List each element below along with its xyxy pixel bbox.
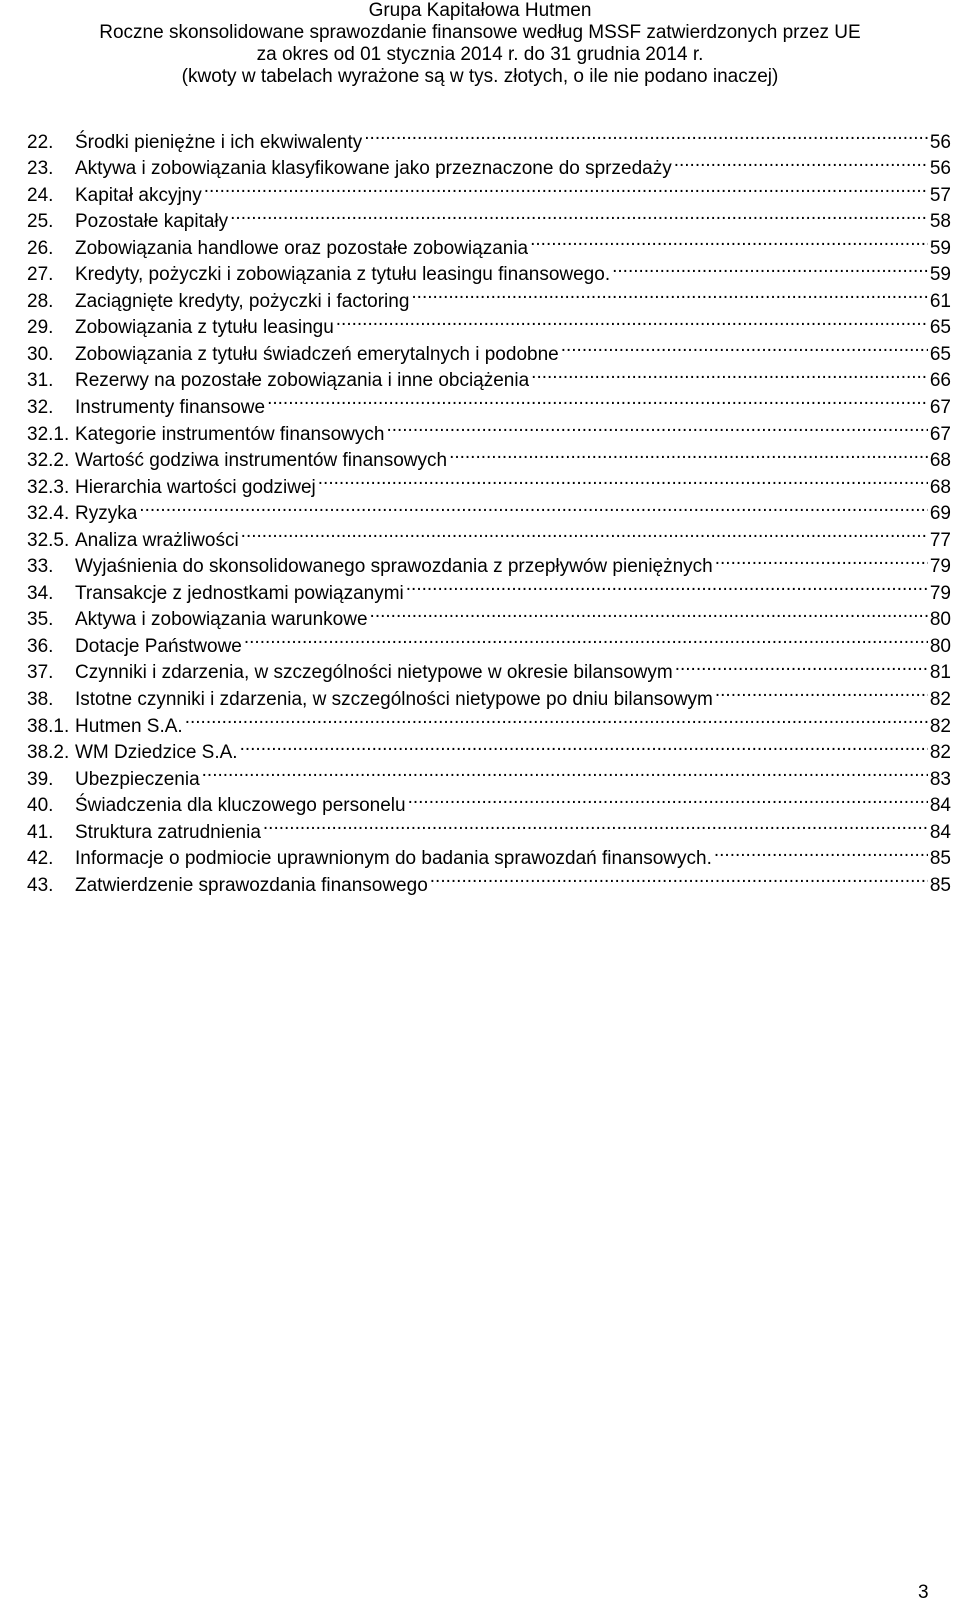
toc-entry-page: 82 — [929, 689, 951, 711]
toc-dot-leader — [386, 413, 927, 440]
toc-entry-number: 42. — [27, 848, 54, 870]
toc-entry-title: Kredyty, pożyczki i zobowiązania z tytułu leasingu finansowego. — [75, 264, 611, 286]
toc-dot-leader — [675, 652, 928, 679]
toc-entry-number: 26. — [27, 237, 54, 259]
toc-dot-leader — [561, 333, 928, 360]
toc-dot-leader — [364, 121, 928, 148]
toc-entry-number: 41. — [27, 821, 54, 843]
toc-dot-leader — [185, 705, 928, 732]
toc-entry-page: 84 — [929, 821, 951, 843]
toc-entry-title: Istotne czynniki i zdarzenia, w szczególności nietypowe po dniu bilansowym — [75, 689, 713, 711]
toc-entry-title: Hutmen S.A. — [75, 715, 183, 737]
toc-dot-leader — [370, 599, 928, 626]
toc-entry-title: Zobowiązania handlowe oraz pozostałe zobowiązania — [75, 237, 529, 259]
toc-dot-leader — [411, 280, 927, 307]
toc-entry-title: Struktura zatrudnienia — [75, 821, 261, 843]
toc-dot-leader — [530, 227, 928, 254]
toc-entry-title: Analiza wrażliwości — [75, 529, 239, 551]
toc-dot-leader — [715, 546, 928, 573]
toc-entry-title: Zatwierdzenie sprawozdania finansowego — [75, 874, 428, 896]
toc-entry-page: 59 — [929, 237, 951, 259]
toc-entry-title: Hierarchia wartości godziwej — [75, 476, 316, 498]
toc-dot-leader — [714, 838, 928, 865]
toc-entry-page: 68 — [929, 450, 951, 472]
toc-entry-number: 32.3. — [27, 476, 70, 498]
toc-entry[interactable] — [27, 121, 951, 153]
toc-entry-number: 25. — [27, 211, 54, 233]
toc-entry[interactable] — [27, 519, 951, 551]
toc-entry-page: 66 — [929, 370, 951, 392]
toc-dot-leader — [408, 785, 928, 812]
toc-entry-title: Wyjaśnienia do skonsolidowanego sprawozdania z przepływów pieniężnych — [75, 556, 713, 578]
toc-entry-page: 81 — [929, 662, 951, 684]
toc-entry-number: 35. — [27, 609, 54, 631]
toc-entry-page: 57 — [929, 184, 951, 206]
toc-entry-page: 83 — [929, 768, 951, 790]
toc-dot-leader — [715, 678, 928, 705]
toc-entry-number: 39. — [27, 768, 54, 790]
toc-entry-number: 24. — [27, 184, 54, 206]
toc-entry-title: Kapitał akcyjny — [75, 184, 202, 206]
toc-entry-title: Środki pieniężne i ich ekwiwalenty — [75, 131, 363, 153]
toc-entry-page: 82 — [929, 715, 951, 737]
toc-entry-page: 56 — [929, 158, 951, 180]
toc-dot-leader — [241, 519, 928, 546]
toc-entry-title: Informacje o podmiocie uprawnionym do badania sprawozdań finansowych. — [75, 848, 712, 870]
toc-entry-title: Zaciągnięte kredyty, pożyczki i factoring — [75, 290, 410, 312]
toc-entry-title: Świadczenia dla kluczowego personelu — [75, 795, 406, 817]
toc-entry-page: 69 — [929, 503, 951, 525]
toc-entry-page: 80 — [929, 635, 951, 657]
company-name: Grupa Kapitałowa Hutmen — [368, 0, 592, 21]
toc-entry-number: 40. — [27, 795, 54, 817]
toc-entry-number: 37. — [27, 662, 54, 684]
toc-entry-page: 85 — [929, 874, 951, 896]
toc-dot-leader — [674, 148, 928, 175]
toc-entry-page: 80 — [929, 609, 951, 631]
toc-dot-leader — [406, 572, 928, 599]
toc-dot-leader — [612, 254, 928, 281]
toc-dot-leader — [244, 625, 928, 652]
toc-entry-title: Transakcje z jednostkami powiązanymi — [75, 582, 404, 604]
toc-entry-number: 32.4. — [27, 503, 70, 525]
toc-entry-title: Czynniki i zdarzenia, w szczególności nietypowe w okresie bilansowym — [75, 662, 673, 684]
toc-entry-number: 32.2. — [27, 450, 70, 472]
toc-entry-page: 67 — [929, 397, 951, 419]
toc-dot-leader — [230, 201, 928, 228]
toc-entry-page: 79 — [929, 582, 951, 604]
report-title: Roczne skonsolidowane sprawozdanie finansowe według MSSF zatwierdzonych przez UE — [99, 22, 861, 43]
toc-dot-leader — [204, 174, 928, 201]
toc-entry-number: 33. — [27, 556, 54, 578]
toc-entry-number: 23. — [27, 158, 54, 180]
table-of-contents — [27, 121, 951, 896]
report-period: za okres od 01 stycznia 2014 r. do 31 grudnia 2014 r. — [256, 44, 704, 65]
toc-entry-number: 27. — [27, 264, 54, 286]
toc-entry-number: 38.2. — [27, 742, 70, 764]
toc-entry-page: 82 — [929, 742, 951, 764]
toc-entry-number: 32. — [27, 397, 54, 419]
toc-dot-leader — [336, 307, 928, 334]
toc-entry-page: 59 — [929, 264, 951, 286]
currency-note: (kwoty w tabelach wyrażone są w tys. złotych, o ile nie podano inaczej) — [181, 66, 779, 87]
toc-entry-title: Ryzyka — [75, 503, 138, 525]
toc-entry-page: 84 — [929, 795, 951, 817]
toc-entry-page: 85 — [929, 848, 951, 870]
toc-entry-title: Pozostałe kapitały — [75, 211, 229, 233]
toc-entry-page: 58 — [929, 211, 951, 233]
toc-entry-number: 29. — [27, 317, 54, 339]
toc-entry-title: Zobowiązania z tytułu leasingu — [75, 317, 334, 339]
toc-entry-title: Ubezpieczenia — [75, 768, 200, 790]
toc-entry-page: 77 — [929, 529, 951, 551]
toc-entry-number: 36. — [27, 635, 54, 657]
toc-dot-leader — [240, 732, 928, 759]
toc-dot-leader — [430, 864, 928, 891]
page-number: 3 — [918, 1582, 929, 1603]
toc-entry-title: Zobowiązania z tytułu świadczeń emerytalnych i podobne — [75, 343, 559, 365]
toc-dot-leader — [202, 758, 928, 785]
toc-entry-number: 28. — [27, 290, 54, 312]
toc-entry-number: 43. — [27, 874, 54, 896]
toc-entry-number: 32.1. — [27, 423, 70, 445]
toc-entry-page: 65 — [929, 317, 951, 339]
toc-dot-leader — [531, 360, 928, 387]
toc-entry-number: 38.1. — [27, 715, 70, 737]
toc-entry-title: WM Dziedzice S.A. — [75, 742, 238, 764]
toc-dot-leader — [449, 440, 928, 467]
toc-entry-page: 68 — [929, 476, 951, 498]
toc-entry-page: 65 — [929, 343, 951, 365]
toc-entry-page: 67 — [929, 423, 951, 445]
toc-entry-title: Dotacje Państwowe — [75, 635, 242, 657]
toc-entry-page: 61 — [929, 290, 951, 312]
toc-entry-title: Wartość godziwa instrumentów finansowych — [75, 450, 448, 472]
toc-entry-number: 22. — [27, 131, 54, 153]
toc-entry-title: Aktywa i zobowiązania klasyfikowane jako przeznaczone do sprzedaży — [75, 158, 672, 180]
toc-entry-page: 79 — [929, 556, 951, 578]
toc-entry-title: Instrumenty finansowe — [75, 397, 266, 419]
toc-entry-number: 30. — [27, 343, 54, 365]
toc-entry-title: Aktywa i zobowiązania warunkowe — [75, 609, 368, 631]
toc-entry-number: 38. — [27, 689, 54, 711]
toc-entry-number: 32.5. — [27, 529, 70, 551]
toc-dot-leader — [139, 493, 928, 520]
toc-entry-page: 56 — [929, 131, 951, 153]
toc-dot-leader — [263, 811, 928, 838]
toc-entry-number: 31. — [27, 370, 54, 392]
document-header — [0, 0, 960, 88]
toc-entry-title: Rezerwy na pozostałe zobowiązania i inne obciążenia — [75, 370, 530, 392]
toc-entry-title: Kategorie instrumentów finansowych — [75, 423, 385, 445]
toc-dot-leader — [267, 386, 928, 413]
toc-entry-number: 34. — [27, 582, 54, 604]
toc-dot-leader — [318, 466, 928, 493]
toc-entry[interactable] — [27, 493, 951, 525]
